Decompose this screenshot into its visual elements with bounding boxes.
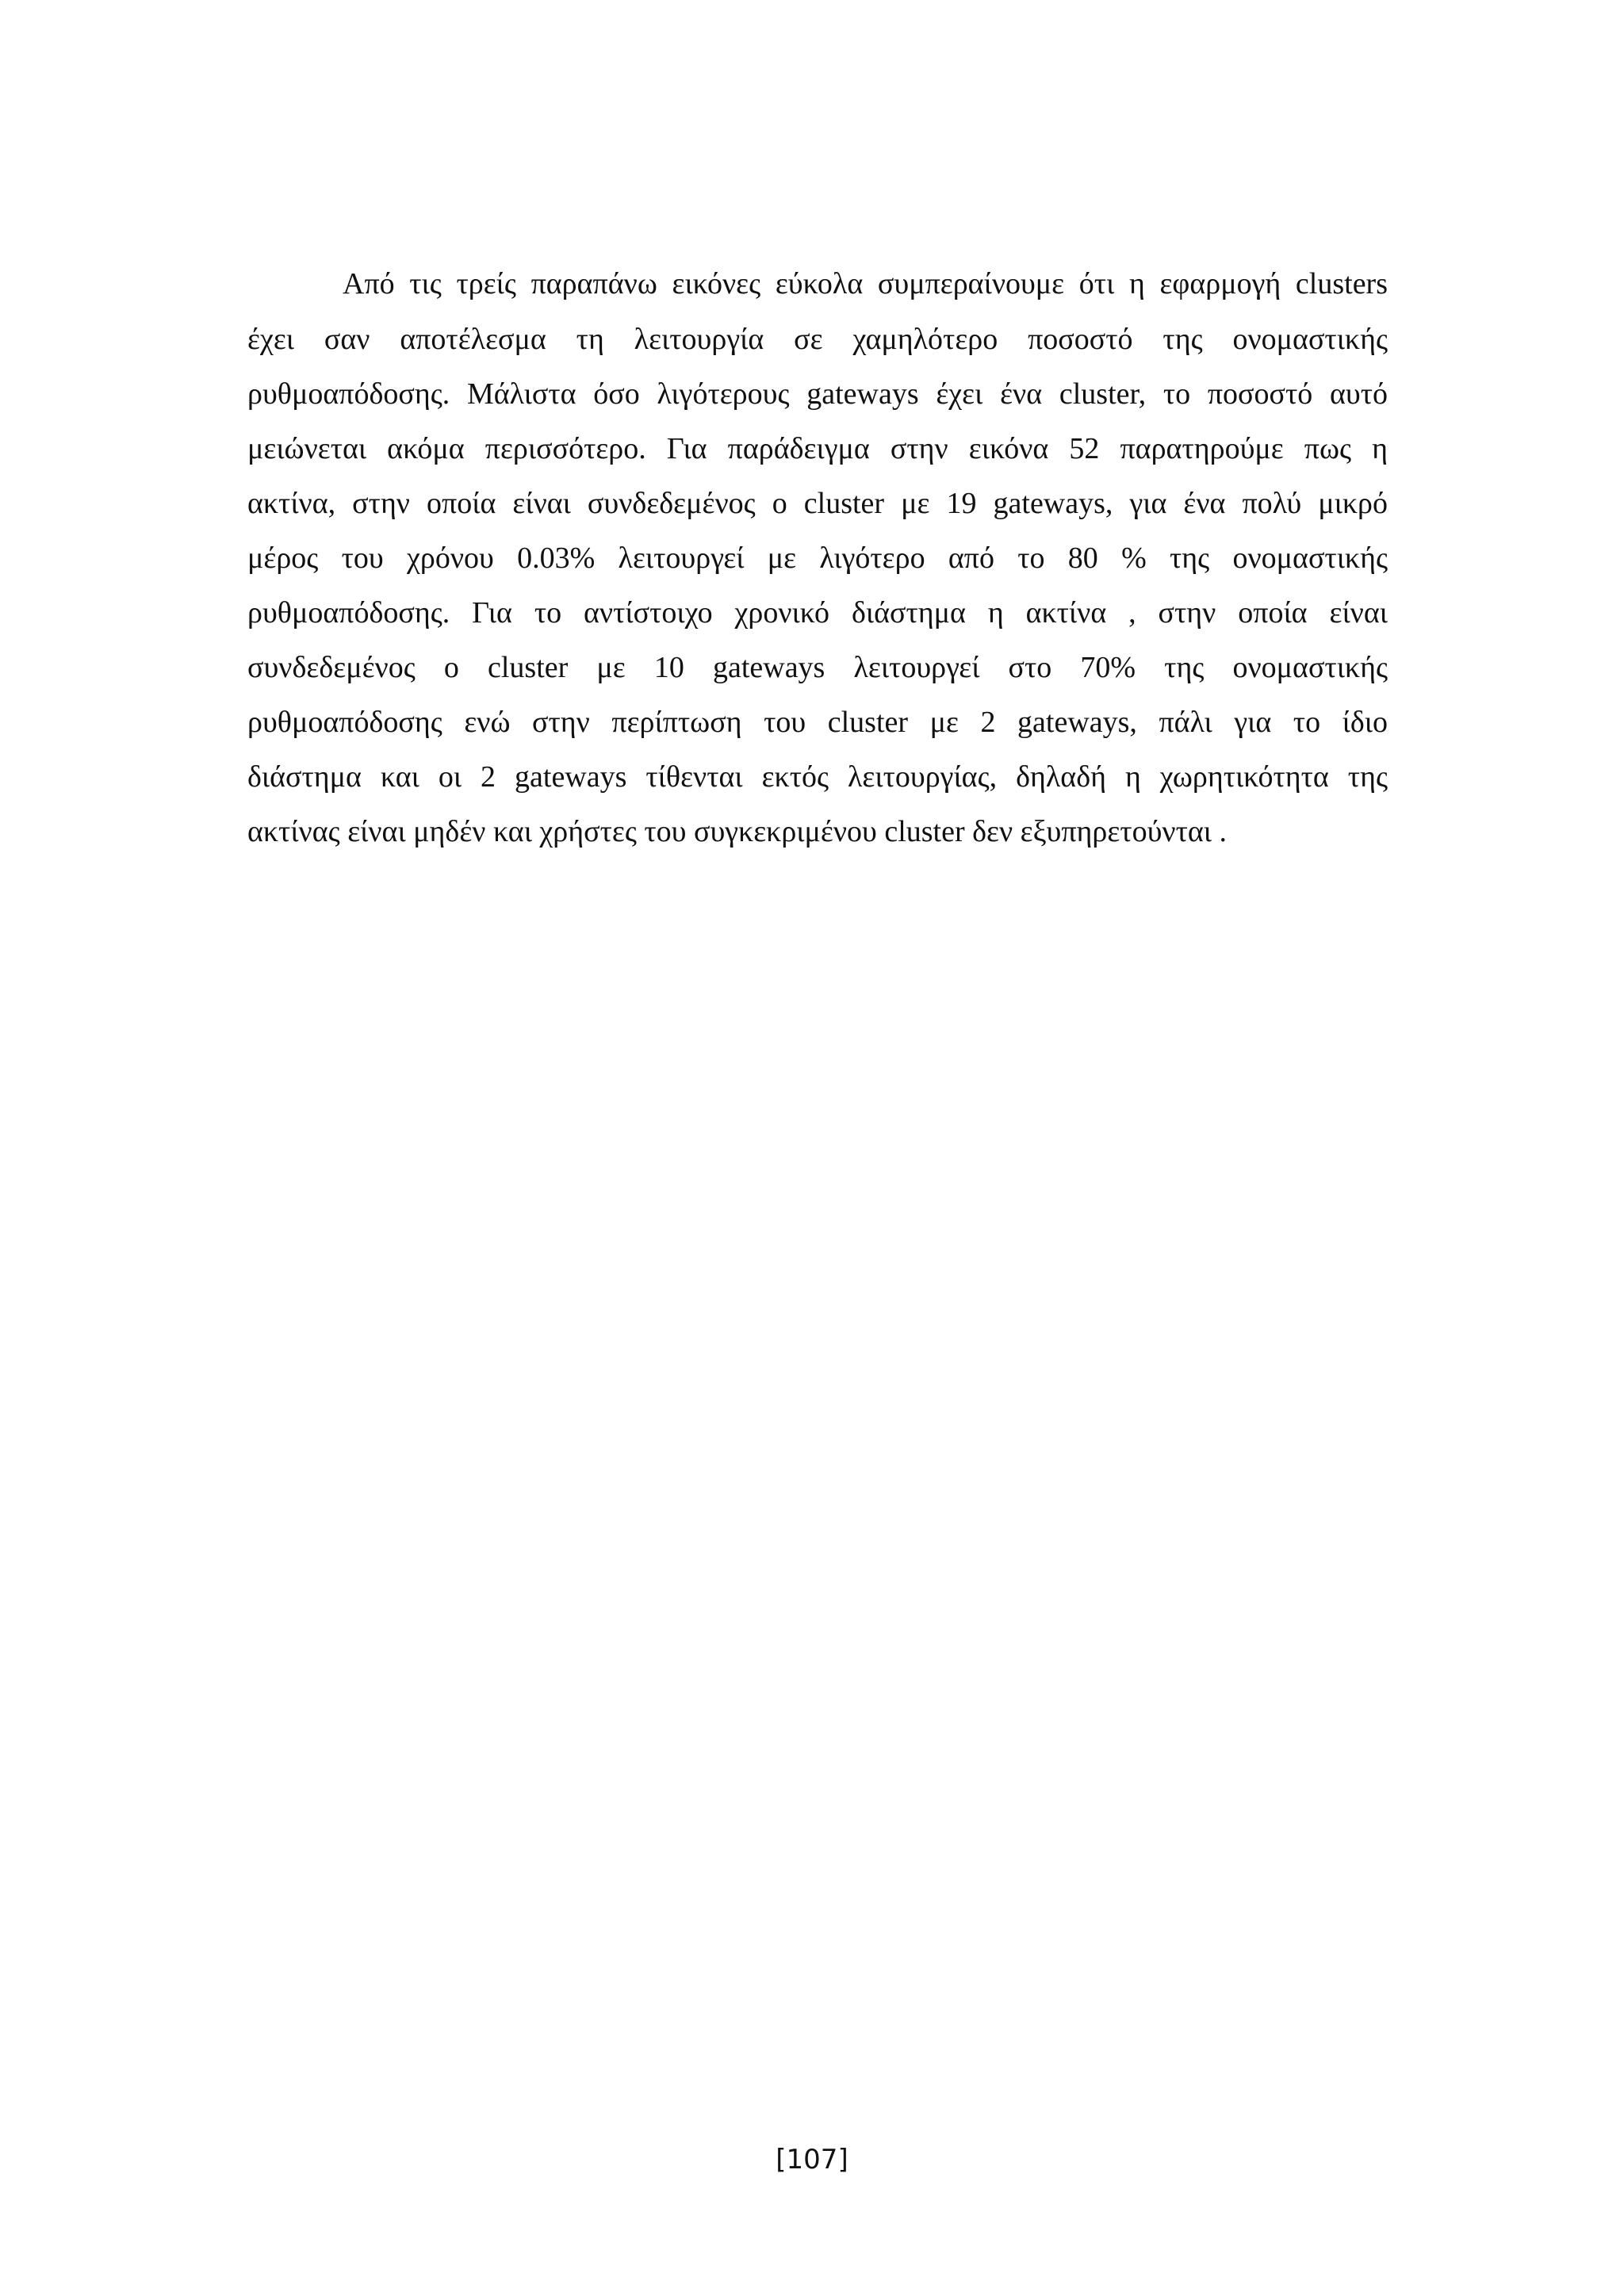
page-number: [107]: [776, 2144, 848, 2175]
paragraph-line: μειώνεται ακόμα περισσότερο. Για παράδειγμα στην εικόνα 52 παρατηρούμε πως η: [247, 432, 1388, 465]
paragraph-line: ρυθμοαπόδοσης. Για το αντίστοιχο χρονικό διάστημα η ακτίνα , στην οποία είναι: [247, 596, 1388, 629]
paragraph-line: Από τις τρείς παραπάνω εικόνες εύκολα συμπεραίνουμε ότι η εφαρμογή clusters: [343, 267, 1388, 300]
paragraph-line: έχει σαν αποτέλεσμα τη λειτουργία σε χαμηλότερο ποσοστό της ονομαστικής: [247, 323, 1388, 356]
paragraph-line: ρυθμοαπόδοσης ενώ στην περίπτωση του cluster με 2 gateways, πάλι για το ίδιο: [247, 706, 1388, 739]
paragraph-line: διάστημα και οι 2 gateways τίθενται εκτός λειτουργίας, δηλαδή η χωρητικότητα της: [247, 760, 1388, 794]
paragraph-line: συνδεδεμένος ο cluster με 10 gateways λειτουργεί στο 70% της ονομαστικής: [247, 651, 1388, 684]
paragraph-line: ακτίνα, στην οποία είναι συνδεδεμένος ο cluster με 19 gateways, για ένα πολύ μικρό: [247, 487, 1388, 520]
paragraph-line: μέρος του χρόνου 0.03% λειτουργεί με λιγότερο από το 80 % της ονομαστικής: [247, 541, 1388, 575]
paragraph-line: ακτίνας είναι μηδέν και χρήστες του συγκεκριμένου cluster δεν εξυπηρετούνται .: [247, 815, 1228, 848]
paragraph-line: ρυθμοαπόδοσης. Μάλιστα όσο λιγότερους gateways έχει ένα cluster, το ποσοστό αυτό: [247, 377, 1388, 411]
